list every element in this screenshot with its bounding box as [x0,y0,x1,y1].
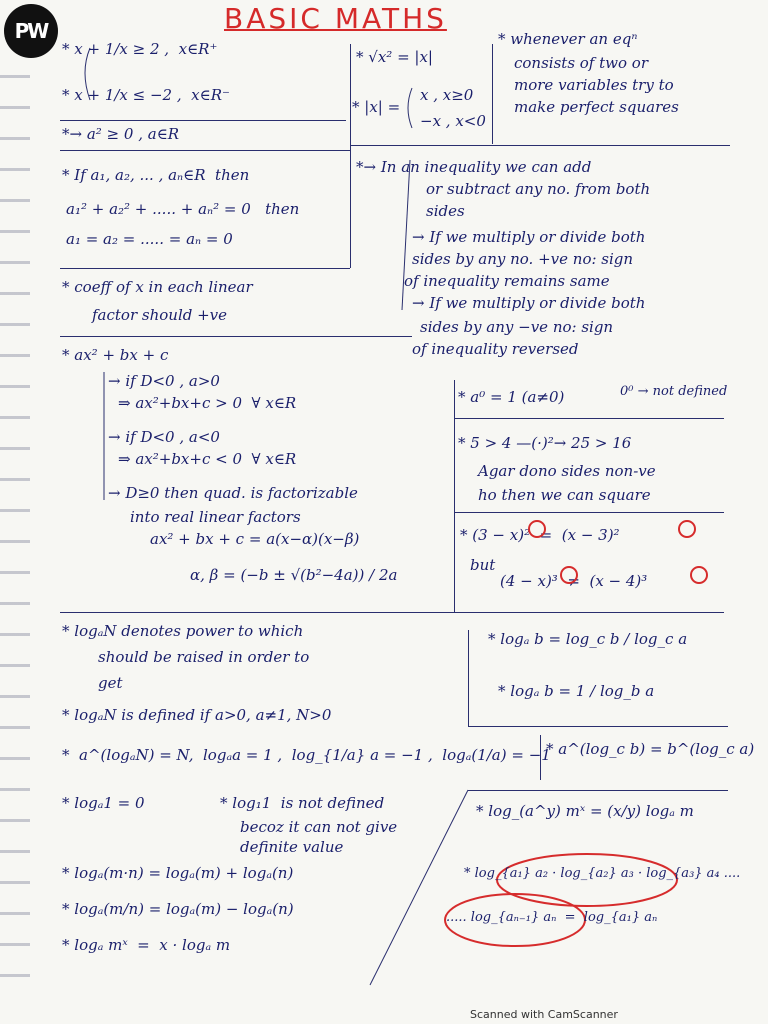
coeff-2: factor should +ve [92,306,228,324]
rule-5: sides by any no. +ve no: sign [412,250,634,268]
exp-swap: * a^(log_c b) = b^(log_c a) [546,740,755,758]
log-def-4: * logₐN is defined if a>0, a≠1, N>0 [62,706,332,724]
power-even: * (3 − x)² = (x − 3)² [460,526,620,544]
mod-case-1: x , x≥0 [420,86,474,104]
rule-9: of inequality reversed [412,340,579,358]
rule-4: → If we multiply or divide both [412,228,646,246]
zero-power: * a⁰ = 1 (a≠0) [458,388,565,406]
quad-case-2-result: ⇒ ax²+bx+c < 0 ∀ x∈R [118,450,297,468]
page-title: BASIC MATHS [224,2,447,35]
zero-power-note: 0⁰ → not defined [620,384,728,399]
square-note-1: Agar dono sides non-ve [478,462,656,480]
quad-case-1-result: ⇒ ax²+bx+c > 0 ∀ x∈R [118,394,297,412]
log-power: * logₐ mˣ = x · logₐ m [62,936,231,954]
square-note-2: ho then we can square [478,486,651,504]
log-product: * logₐ(m·n) = logₐ(m) + logₐ(n) [62,864,294,882]
log-base-one-2: becoz it can not give [240,818,398,836]
quad-case-3b: into real linear factors [130,508,301,526]
log-def-2: should be raised in order to [98,648,310,666]
log-def-3: get [98,674,123,692]
quad-case-3: → D≥0 then quad. is factorizable [108,484,358,502]
pw-logo: PW [4,4,58,58]
quad-case-2: → if D<0 , a<0 [108,428,220,446]
mod-case-2: −x , x<0 [420,112,486,130]
log-of-one: * logₐ1 = 0 [62,794,145,812]
rule-3: sides [426,202,465,220]
ineq-negative: * x + 1/x ≤ −2 , x∈R⁻ [62,86,230,104]
log-quotient: * logₐ(m/n) = logₐ(m) − logₐ(n) [62,900,294,918]
tip-line-3: more variables try to [514,76,674,94]
rule-8: sides by any −ve no: sign [420,318,614,336]
tip-line-2: consists of two or [514,54,648,72]
log-identities: * a^(logₐN) = N, logₐa = 1 , log_{1/a} a = −1 , logₐ(1/a) = −1 [62,746,551,764]
sum-squares-1: * If a₁, a₂, ... , aₙ∈R then [62,166,250,184]
quad-factored: ax² + bx + c = a(x−α)(x−β) [150,530,360,548]
sum-squares-2: a₁² + a₂² + ..... + aₙ² = 0 then [66,200,300,218]
quad-title: * ax² + bx + c [62,346,169,364]
sqrt-abs: * √x² = |x| [356,48,433,66]
tip-line-1: * whenever an eqⁿ [498,30,638,48]
power-but: but [470,556,496,574]
sum-squares-3: a₁ = a₂ = ..... = aₙ = 0 [66,230,233,248]
change-base-2: * logₐ b = 1 / log_b a [498,682,655,700]
square-ineq: * 5 > 4 —(·)²→ 25 > 16 [458,434,632,452]
log-base-one-3: definite value [240,838,344,856]
circle-exp-2a [528,520,546,538]
tip-line-4: make perfect squares [514,98,679,116]
brace-mod [408,88,412,128]
mod-label: * |x| = [352,98,401,116]
rule-2: or subtract any no. from both [426,180,651,198]
change-base-1: * logₐ b = log_c b / log_c a [488,630,688,648]
circle-exp-3b [690,566,708,584]
scanner-footer: Scanned with CamScanner [470,1008,618,1021]
log-chain-2: ..... log_{aₙ₋₁} aₙ = log_{a₁} aₙ [446,910,658,925]
ineq-positive: * x + 1/x ≥ 2 , x∈R⁺ [62,40,218,58]
quad-case-1: → if D<0 , a>0 [108,372,220,390]
circle-exp-2b [678,520,696,538]
log-def-1: * logₐN denotes power to which [62,622,304,640]
quad-roots: α, β = (−b ± √(b²−4a)) / 2a [190,566,398,584]
power-odd: (4 − x)³ ≠ (x − 4)³ [500,572,648,590]
log-power-base: * log_(a^y) mˣ = (x/y) logₐ m [476,802,694,820]
circle-exp-3a [560,566,578,584]
log-chain-1: * log_{a₁} a₂ · log_{a₂} a₃ · log_{a₃} a₄ .... [464,866,741,881]
square-nonneg: *→ a² ≥ 0 , a∈R [62,125,180,143]
rule-7: → If we multiply or divide both [412,294,646,312]
rule-6: of inequality remains same [404,272,610,290]
log-base-one: * log₁1 is not defined [220,794,385,812]
coeff-1: * coeff of x in each linear [62,278,253,296]
rule-1: *→ In an inequality we can add [356,158,592,176]
